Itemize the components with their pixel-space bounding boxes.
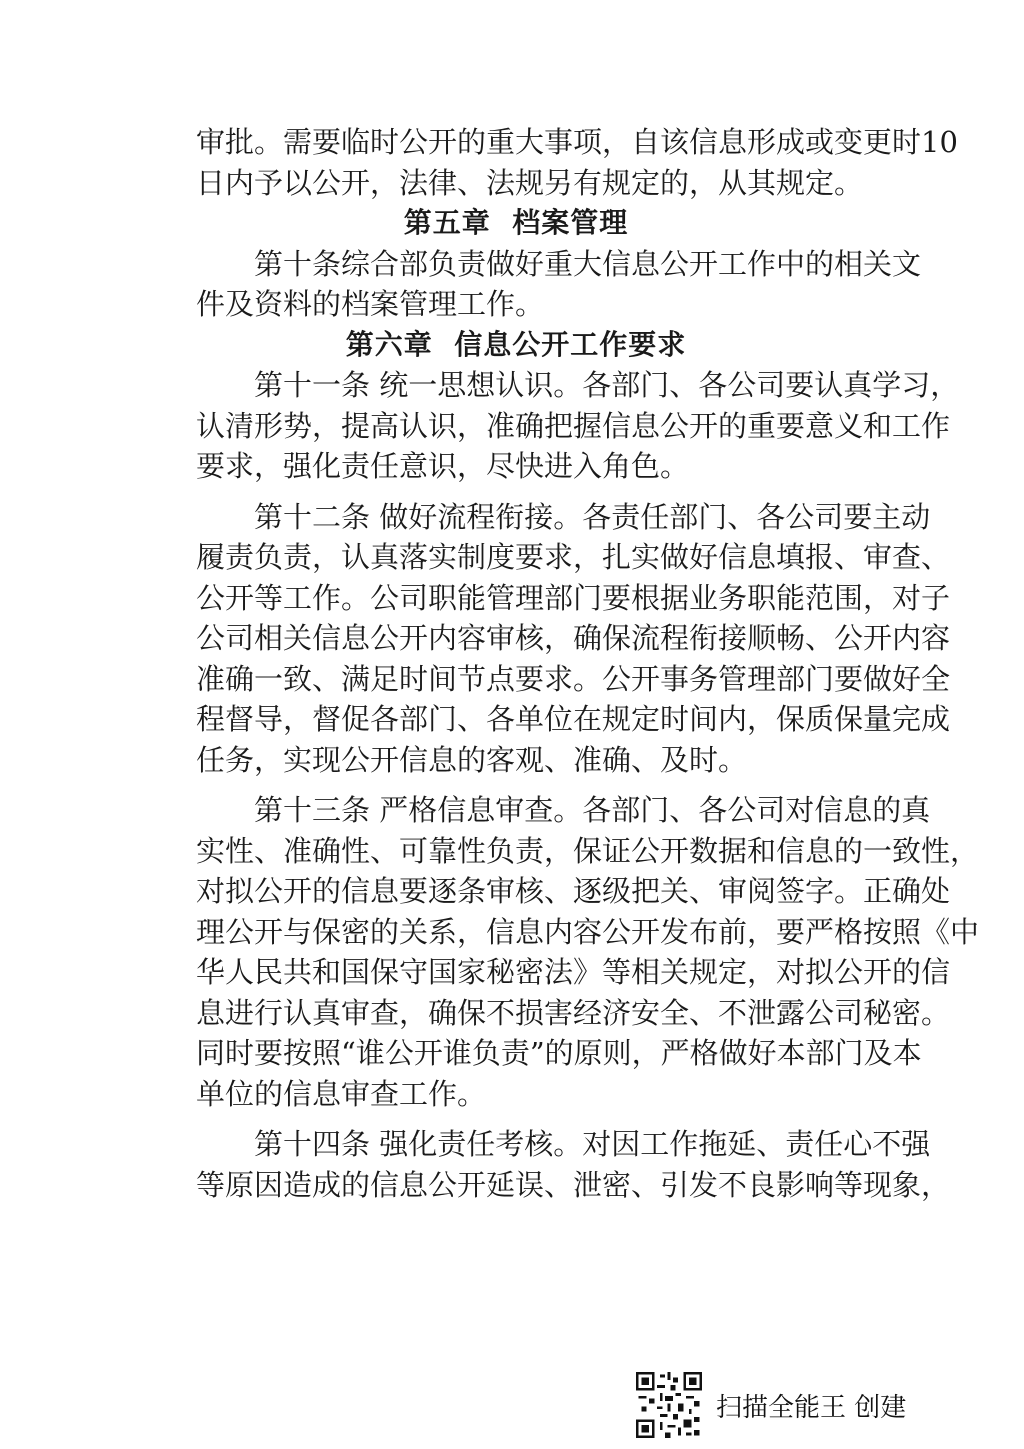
paragraph: [196, 1124, 951, 1205]
chapter-heading: 第六章 信息公开工作要求: [345, 327, 687, 361]
text-line: 审批。需要临时公开的重大事项，自该信息形成或变更时10: [196, 125, 958, 159]
text-line: 对拟公开的信息要逐条审核、逐级把关、审阅签字。正确处: [196, 874, 951, 908]
scanner-credit-text: 扫描全能王 创建: [716, 1392, 907, 1423]
text-line: 日内予以公开，法律、法规另有规定的，从其规定。: [196, 165, 864, 200]
text-line: 程督导，督促各部门、各单位在规定时间内，保质保量完成: [196, 702, 951, 736]
paragraph: [196, 365, 960, 487]
text-line: 实性、准确性、可靠性负责，保证公开数据和信息的一致性，: [196, 833, 980, 868]
document-body: [196, 122, 980, 1205]
text-line: 第十二条 做好流程衔接。各责任部门、各公司要主动: [254, 499, 931, 534]
paragraph: [196, 497, 951, 781]
text-line: 任务，实现公开信息的客观、准确、及时。: [196, 742, 748, 777]
paragraph-gap: [196, 1114, 836, 1124]
text-line: 公开等工作。公司职能管理部门要根据业务职能范围，对子: [196, 580, 951, 615]
text-line: 认清形势，提高认识，准确把握信息公开的重要意义和工作: [196, 408, 951, 443]
paragraph: [196, 790, 980, 1114]
paragraph-gap: [196, 487, 836, 497]
text-line: 理公开与保密的关系，信息内容公开发布前，要严格按照《中: [196, 914, 980, 949]
text-line: 华人民共和国保守国家秘密法》等相关规定，对拟公开的信: [196, 955, 951, 989]
paragraph-gap: [196, 780, 836, 790]
text-line: 等原因造成的信息公开延误、泄密、引发不良影响等现象，: [196, 1167, 951, 1202]
text-line: 单位的信息审查工作。: [196, 1076, 487, 1111]
text-line: 准确一致、满足时间节点要求。公开事务管理部门要做好全: [196, 661, 951, 696]
paragraph: [196, 122, 958, 203]
scanner-watermark: [636, 1372, 936, 1438]
chapter-heading: 第五章 档案管理: [403, 206, 629, 239]
text-line: 件及资料的档案管理工作。: [196, 287, 545, 321]
text-line: 第十四条 强化责任考核。对因工作拖延、责任心不强: [254, 1127, 931, 1161]
text-line: 履责负责，认真落实制度要求，扎实做好信息填报、审查、: [196, 540, 951, 574]
text-line: 第十三条 严格信息审查。各部门、各公司对信息的真: [254, 793, 931, 827]
text-line: 同时要按照“谁公开谁负责”的原则，严格做好本部门及本: [196, 1036, 922, 1070]
text-line: 第十条综合部负责做好重大信息公开工作中的相关文: [254, 246, 922, 281]
paragraph: [196, 244, 922, 325]
text-line: 公司相关信息公开内容审核，确保流程衔接顺畅、公开内容: [196, 621, 951, 655]
text-line: 第十一条 统一思想认识。各部门、各公司要认真学习，: [254, 368, 960, 402]
text-line: 要求，强化责任意识，尽快进入角色。: [196, 449, 690, 483]
text-line: 息进行认真审查，确保不损害经济安全、不泄露公司秘密。: [196, 995, 951, 1030]
qr-code-icon: [636, 1372, 702, 1438]
